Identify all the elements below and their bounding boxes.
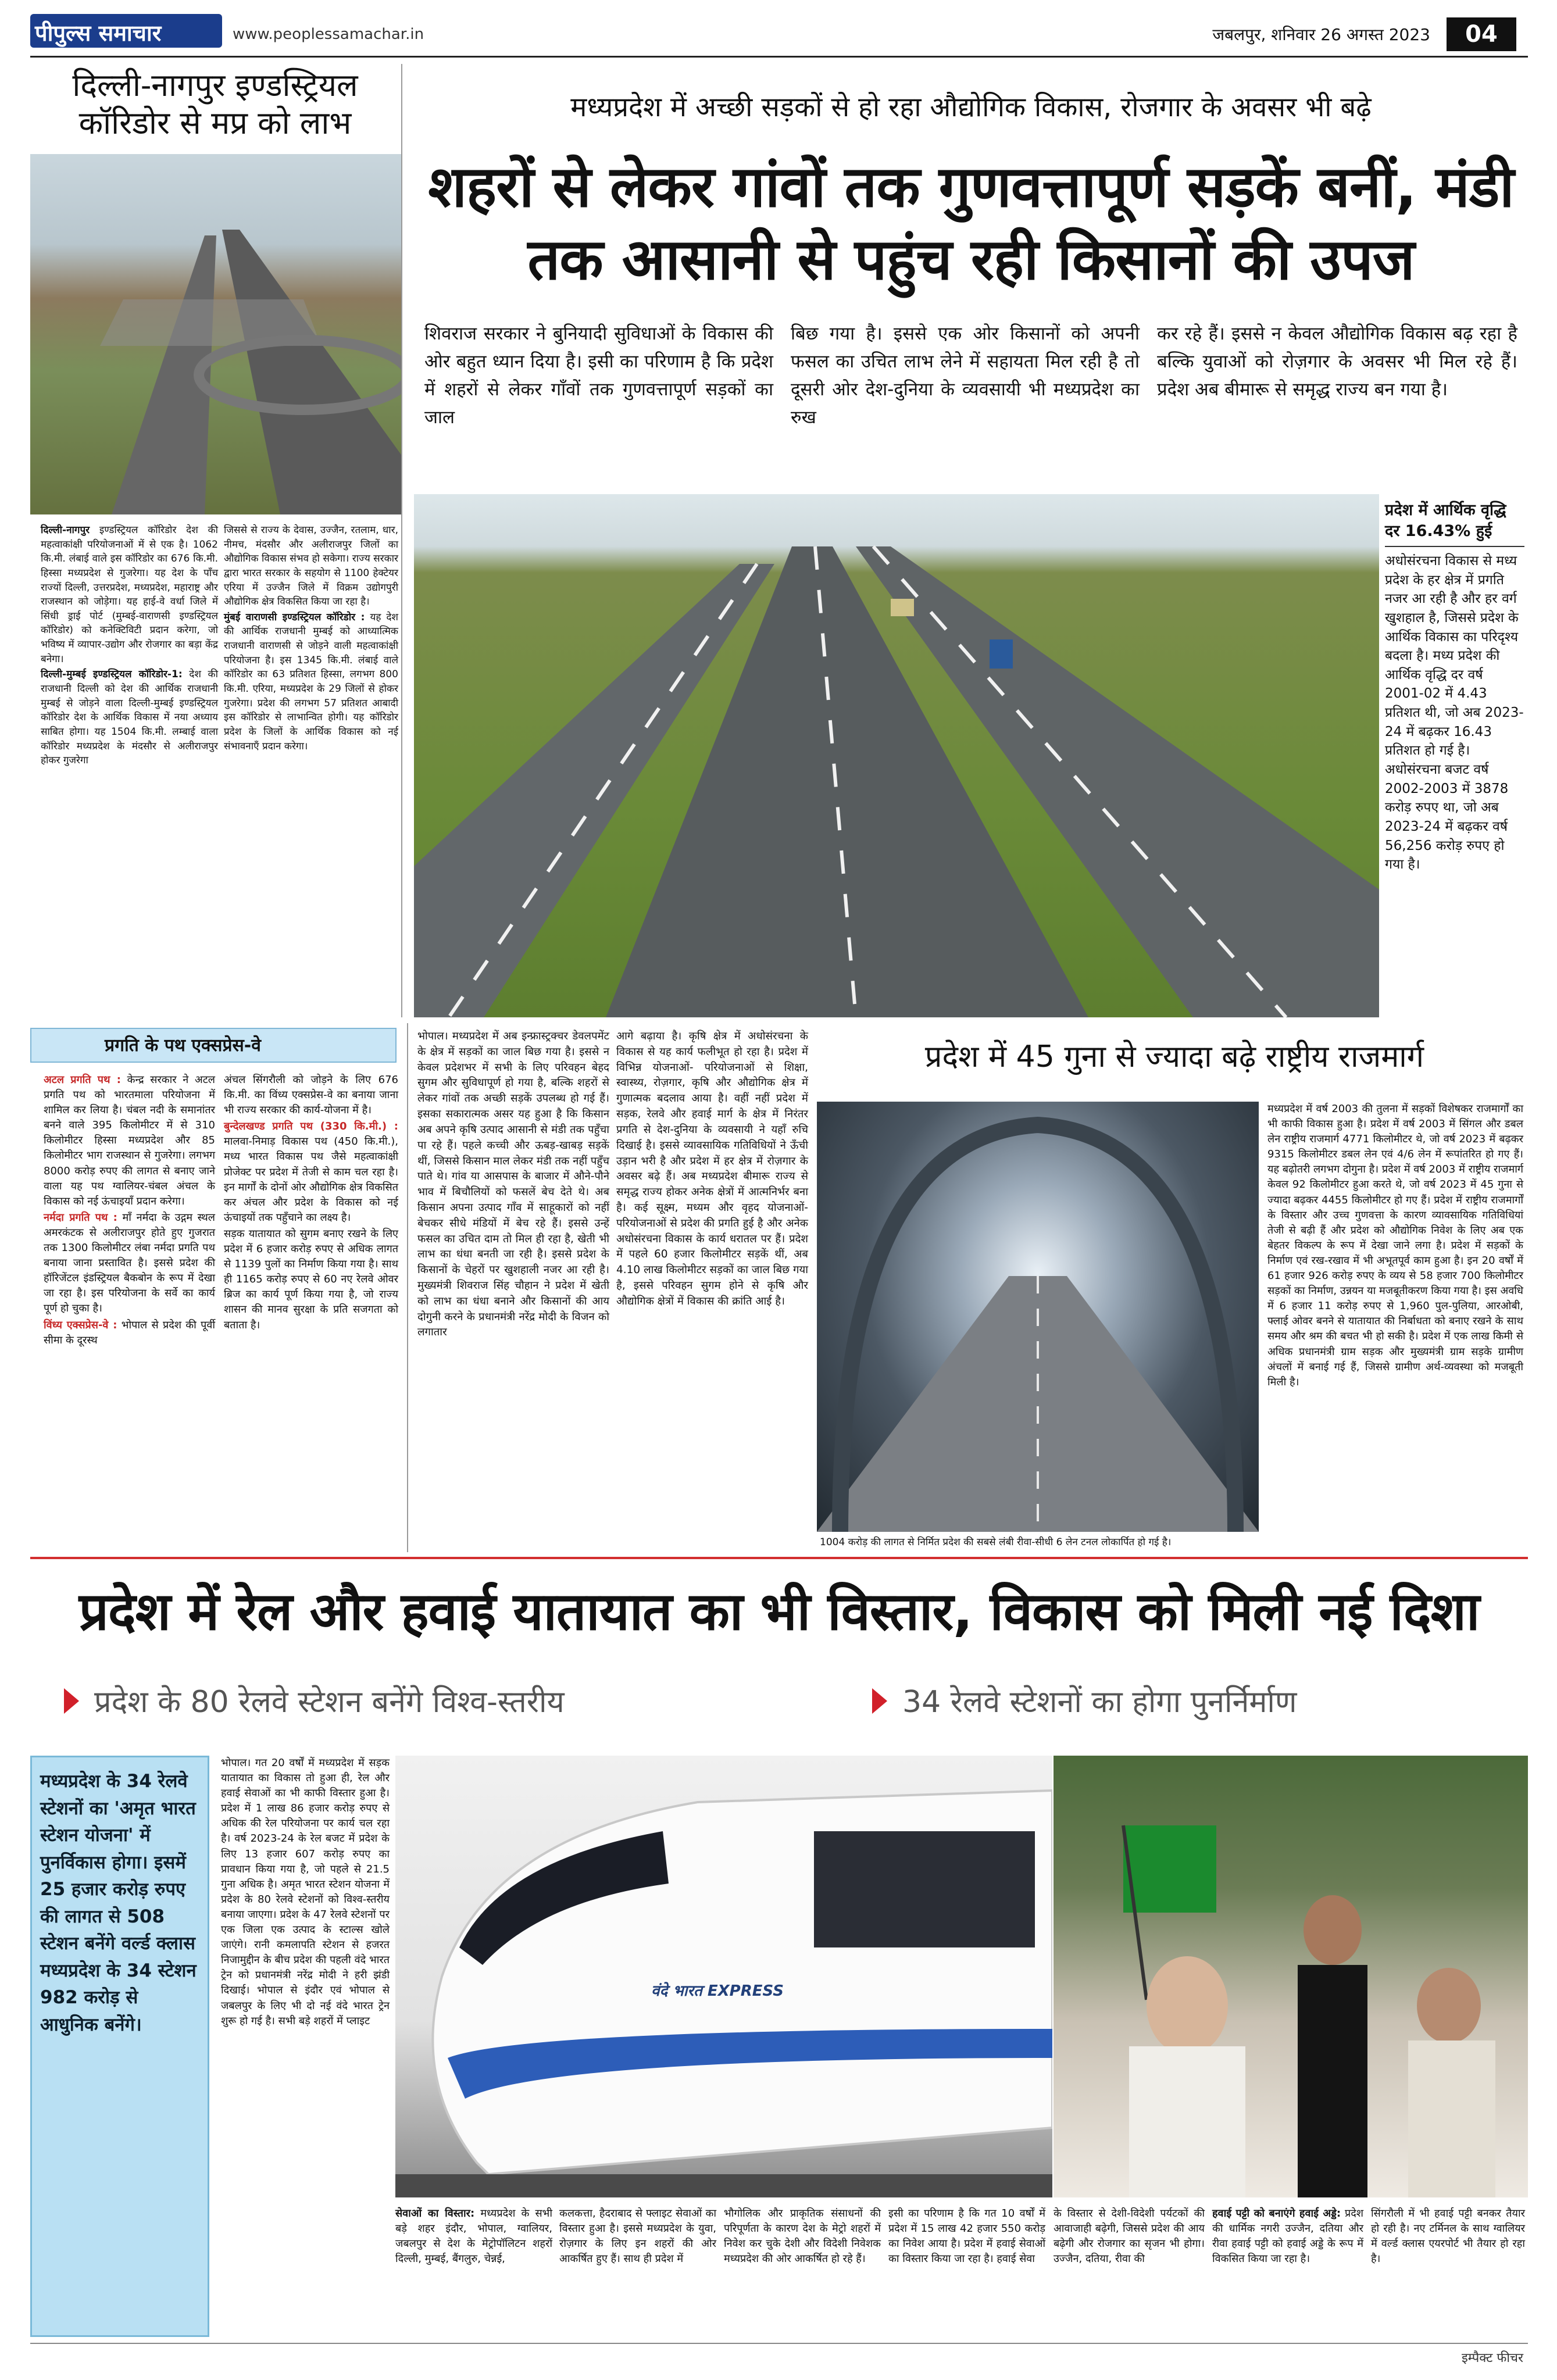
expressway-text: सड़क यातायात को सुगम बनाए रखने के लिए प्रदेश में 6 हजार करोड़ रुपए से अधिक लागत से 1139 पुलों का निर्माण किया गया है। साथ ही 1165 करोड़ रुपए से 60 नए रेलवे ओवर ब्रिज का कार्य पूर्ण किया गया है, जो राज्य शासन की मानव सुरक्षा के प्रति सजगता को बताता है।	[224, 1227, 398, 1331]
rail-col-b	[395, 2206, 552, 2267]
expressway-lead: अटल प्रगति पथ :	[44, 1074, 121, 1086]
rail-sub2: 34 रेलवे स्टेशनों का होगा पुनर्निर्माण	[902, 1685, 1297, 1720]
rail-col-b-lead: सेवाओं का विस्तार:	[395, 2207, 475, 2220]
corridor-text: इण्डस्ट्रियल कॉरिडोर देश की महत्वाकांक्षी परियोजनाओं में से एक है। 1062 कि.मी. लंबाई वाले इस कॉरिडोर का 676 कि.मी. हिस्सा मध्यप्रदेश से गुजरेगा। यह देश के पाँच राज्यों दिल्ली, उत्तरप्रदेश, मध्यप्रदेश, महाराष्ट्र और राजस्थान को जोड़ेगा। यह हाई-वे वर्धा जिले में सिंधी ड्राई पोर्ट (मुम्बई-वाराणसी इण्डस्ट्रियल कॉरिडोर) को कनेक्टिविटी प्रदान करेगा, जो भविष्य में व्यापार-उद्योग और रोजगार का बड़ा केंद्र बनेगा।	[41, 524, 218, 665]
corridor-col2	[224, 523, 398, 755]
lead-intro-3: कर रहे हैं। इससे न केवल औद्योगिक विकास बढ़ रहा है बल्कि युवाओं को रोज़गार के अवसर भी मिल रहे हैं। प्रदेश अब बीमारू से समृद्ध राज्य बन गया है।	[1157, 323, 1517, 401]
expressway-lead: विंध्य एक्सप्रेस-वे :	[44, 1318, 117, 1331]
expressway-divider	[407, 1023, 408, 1552]
expressway-photo	[414, 494, 1379, 1017]
expressway-para	[224, 1073, 398, 1118]
corridor-lead: दिल्ली-मुम्बई इण्डस्ट्रियल कॉरिडोर-1:	[41, 669, 183, 681]
masthead-dateline: जबलपुर, शनिवार 26 अगस्त 2023	[1212, 25, 1430, 44]
expressway-lead: नर्मदा प्रगति पथ :	[44, 1211, 117, 1224]
masthead-website[interactable]: www.peoplessamachar.in	[233, 26, 424, 43]
corridor-divider	[401, 64, 402, 1017]
lead-intro-2: बिछ गया है। इससे एक ओर किसानों को अपनी फसल का उचित लाभ लेने में सहायता मिल रही है तो दूसरी ओर देश-दुनिया के व्यवसायी भी मध्यप्रदेश का रुख	[791, 323, 1140, 428]
section-divider	[30, 1557, 1528, 1559]
corridor-lead: दिल्ली-नागपुर	[41, 524, 90, 536]
rail-col-b-text: मध्यप्रदेश के सभी बड़े शहर इंदौर, भोपाल, ग्वालियर, जबलपुर से देश के मेट्रोपॉलिटन शहरों दिल्ली, मुम्बई, बैंगलुरु, चेन्नई,	[395, 2207, 552, 2265]
expressway-text: भोपाल से प्रदेश की पूर्वी सीमा के दूरस्थ	[44, 1318, 215, 1346]
red-triangle-icon	[64, 1688, 79, 1714]
mid-story-col1: भोपाल। मध्यप्रदेश में अब इन्फ्रास्ट्रक्चर डेवलपमेंट के क्षेत्र में सड़कों का जाल बिछ गया है। इससे न केवल प्रदेशभर में सभी के लिए परिवहन बेहद सुगम और सुविधापूर्ण हो गया है, बल्कि शहरों से लेकर गांवों तक अच्छी सड़कें उपलब्ध हो गई हैं। इसका सकारात्मक असर यह हुआ है कि किसान अब अपने कृषि उत्पाद आसानी से मंडी तक पहुँचा पा रहे हैं। पहले कच्ची और ऊबड़-खाबड़ सड़कें थीं, जिससे किसान माल लेकर मंडी तक नहीं पहुँच पाते थे। गांव या आसपास के बाजार में औने-पौने भाव में बिचौलियों को फसलें बेच देते थे। अब किसान अपना उत्पाद गाँव में साहूकारों को नहीं बेचकर सीधे मंडियों में बेच रहे हैं। इससे उन्हें फसल का उचित दाम तो मिल ही रहा है, खेती भी लाभ का धंधा बनती जा रही है। इससे प्रदेश के किसानों के चेहरों पर खुशहाली नजर आ रही है। मुख्यमंत्री शिवराज सिंह चौहान ने प्रदेश में खेती को लाभ का धंधा बनाने और किसानों की आय दोगुनी करने के प्रधानमंत्री नरेंद्र मोदी के विजन को लगातार	[417, 1030, 609, 1339]
rail-sub1: प्रदेश के 80 रेलवे स्टेशन बनेंगे विश्व-स्तरीय	[94, 1685, 565, 1720]
expressway-text: माँ नर्मदा के उद्गम स्थल अमरकंटक से अलीराजपुर होते हुए गुजरात तक 1300 किलोमीटर लंबा नर्मदा प्रगति पथ बनाया जाना प्रस्तावित है। इससे प्रदेश की हॉरिजेंटल इंडस्ट्रियल बैकबोन के रूप में देखा जा रहा है। इस परियोजना के सर्वे का कार्य पूर्ण हो चुका है।	[44, 1211, 215, 1315]
rail-callout-text: मध्यप्रदेश के 34 रेलवे स्टेशनों का 'अमृत भारत स्टेशन योजना' में पुनर्विकास होगा। इसमें 25 हजार करोड़ रुपए की लागत से 508 स्टेशन बनेंगे वर्ल्ड क्लास मध्यप्रदेश के 34 स्टेशन 982 करोड़ से आधुनिक बनेंगे।	[40, 1771, 197, 2035]
rail-col-d: भौगोलिक और प्राकृतिक संसाधनों की परिपूर्णता के कारण देश के मेट्रो शहरों में निवेश कर चुके देशी और विदेशी निवेशक मध्यप्रदेश की ओर आकर्षित हो रहे हैं।	[724, 2207, 881, 2265]
expressway-text: मालवा-निमाड़ विकास पथ (450 कि.मी.), मध्य भारत विकास पथ जैसे महत्वाकांक्षी प्रोजेक्ट पर प्रदेश में तेजी से काम चल रहा है। इन मार्गों के दोनों ओर औद्योगिक क्षेत्र विकसित कर अंचल और प्रदेश के विकास को नई ऊंचाइयों तक पहुँचाने का लक्ष्य है।	[224, 1135, 398, 1224]
corridor-title: दिल्ली-नागपुर इण्डस्ट्रियल कॉरिडोर से मप्र को लाभ	[72, 67, 358, 141]
masthead-rule	[30, 56, 1528, 58]
tunnel-photo	[817, 1102, 1259, 1532]
growth-box	[1385, 500, 1524, 1017]
expressway-para	[44, 1073, 215, 1209]
corridor-para	[224, 523, 398, 609]
rail-col-a: भोपाल। गत 20 वर्षों में मध्यप्रदेश में सड़क यातायात का विकास तो हुआ ही, रेल और हवाई सेवाओं का भी काफी विस्तार हुआ है। प्रदेश में 1 लाख 86 हजार करोड़ रुपए से अधिक की रेल परियोजना पर कार्य चल रहा है। वर्ष 2023-24 के रेल बजट में प्रदेश के लिए 13 हजार 607 करोड़ रुपए का प्रावधान किया गया है, जो पहले से 21.5 गुना अधिक है। अमृत भारत स्टेशन योजना में प्रदेश के 80 रेलवे स्टेशनों को विश्व-स्तरीय बनाया जाएगा। प्रदेश के 47 रेलवे स्टेशनों पर एक जिला एक उत्पाद के स्टाल्स खोले जाएंगे। रानी कमलापति स्टेशन से हजरत निजामुद्दीन के बीच प्रदेश की पहली वंदे भारत ट्रेन को प्रधानमंत्री नरेंद्र मोदी ने हरी झंडी दिखाई। भोपाल से इंदौर एवं भोपाल से जबलपुर के लिए भी दो नई वंदे भारत ट्रेन शुरू हो गई है। सभी बड़े शहरों में प्लाइट	[221, 1757, 390, 2027]
corridor-text: यह देश की आर्थिक राजधानी मुम्बई को आध्यात्मिक राजधानी वाराणसी से जोड़ने वाली महत्वाकांक्षी परियोजना है। इस 1345 कि.मी. लंबाई वाले कॉरिडोर का 63 प्रतिशत हिस्सा, लगभग 800 कि.मी. एरिया, मध्यप्रदेश के 29 जिलों से होकर गुजरेगा। प्रदेश की लगभग 57 प्रतिशत आबादी इस कॉरिडोर से लाभान्वित होगी। यह कॉरिडोर प्रदेश के जिलों के आर्थिक विकास को नई संभावनाएँ प्रदान करेगा।	[224, 611, 398, 752]
flag-off-photo	[1054, 1756, 1528, 2197]
corridor-text: देश की राजधानी दिल्ली को देश की आर्थिक राजधानी मुम्बई से जोड़ने वाला दिल्ली-मुम्बई इण्डस्ट्रियल कॉरिडोर देश के आर्थिक विकास में नया अध्याय साबित होगा। यह 1504 कि.मी. लम्बाई वाला कॉरिडोर मध्यप्रदेश के मंदसौर से अलीराजपुर होकर गुजरेगा	[41, 669, 218, 767]
expressway-para	[44, 1210, 215, 1317]
corridor-para	[41, 667, 218, 767]
footer-label: इम्पैक्ट फीचर	[1461, 2351, 1523, 2365]
expressway-para	[224, 1227, 398, 1333]
train-photo	[395, 1756, 1052, 2197]
corridor-lead: मुंबई वाराणसी इण्डस्ट्रियल कॉरिडोर :	[224, 611, 365, 623]
highway-side-text: मध्यप्रदेश में वर्ष 2003 की तुलना में सड़कों विशेषकर राजमार्गों का भी काफी विकास हुआ है। प्रदेश में वर्ष 2003 में सिंगल और डबल लेन राष्ट्रीय राजमार्ग 4771 किलोमीटर थे, जो वर्ष 2023 में बढ़कर 9315 किलोमीटर डबल लेन एवं 4/6 लेन में रूपांतरित हो गए हैं। यह बढ़ोतरी लगभग दोगुना है। प्रदेश में वर्ष 2003 में राष्ट्रीय राजमार्ग केवल 92 किलोमीटर हुआ करते थे, जो वर्ष 2023 में 45 गुना से ज्यादा बढ़कर 4455 किलोमीटर हो गए हैं। प्रदेश में राष्ट्रीय राजमार्गों के विस्तार और उच्च गुणवत्ता के कारण व्यावसायिक गतिविधियां तेजी से बढ़ी हैं और प्रदेश को औद्योगिक निवेश के लिए अब एक बेहतर विकल्प के रूप में देखा जाने लगा है। प्रदेश में सड़कों के निर्माण एवं रख-रखाव में भी अभूतपूर्व काम हुआ है। इन 20 वर्षों में 61 हजार 926 करोड़ रुपए के व्यय से 58 हजार 700 किलोमीटर सड़कों का निर्माण, उन्नयन या मजबूतीकरण किया गया है। इस अवधि में 6 हजार 11 करोड़ रुपए से 1,960 पुल-पुलिया, आरओबी, फ्लाई ओवर बनने से यातायात की निर्बाधता को बनाए रखने के साथ समय और श्रम की बचत भी हो सकी है। प्रदेश में एक लाख किमी से अधिक प्रधानमंत्री ग्राम सड़क और मुख्यमंत्री ग्राम सड़के ग्रामीण अंचलों में बनाई गई हैं, जिससे ग्रामीण अर्थ-व्यवस्था को मजबूती मिली है।	[1267, 1103, 1523, 1388]
train-brand-label: वंदे भारत EXPRESS	[651, 1982, 784, 2000]
lead-intro-1: शिवराज सरकार ने बुनियादी सुविधाओं के विकास की ओर बहुत ध्यान दिया है। इसी का परिणाम है कि प्रदेश में शहरों से लेकर गाँवों तक गुणवत्तापूर्ण सड़कों का जाल	[424, 323, 773, 428]
growth-text: अधोसंरचना विकास से मध्य प्रदेश के हर क्षेत्र में प्रगति नजर आ रही है और हर वर्ग खुशहाल है, जिससे प्रदेश के आर्थिक विकास का परिदृश्य बदला है। मध्य प्रदेश की आर्थिक वृद्धि दर वर्ष 2001-02 में 4.43 प्रतिशत थी, जो अब 2023-24 में बढ़कर 16.43 प्रतिशत हो गई है। अधोसंरचना बजट वर्ष 2002-2003 में 3878 करोड़ रुपए था, जो अब 2023-24 में बढ़कर वर्ष 56,256 करोड़ रुपए हो गया है।	[1385, 553, 1524, 873]
rail-col-f: के विस्तार से देशी-विदेशी पर्यटकों की आवाजाही बढ़ेगी, जिससे प्रदेश की आय बढ़ेगी और रोजगार का सृजन भी होगा। उज्जैन, दतिया, रीवा की	[1054, 2207, 1205, 2265]
expressway-text: केन्द्र सरकार ने अटल प्रगति पथ को भारतमाला परियोजना में शामिल कर लिया है। चंबल नदी के समानांतर बनने वाले 395 किलोमीटर में से 310 किलोमीटर हिस्सा मध्यप्रदेश और 85 किलोमीटर भाग राजस्थान से गुजरेगा। लगभग 8000 करोड़ रुपए की लागत से बनाए जाने वाला यह पथ ग्वालियर-चंबल अंचल के विकास को नई ऊंचाइयाँ प्रदान करेगा।	[44, 1074, 215, 1207]
lead-headline: शहरों से लेकर गांवों तक गुणवत्तापूर्ण सड़कें बनीं, मंडी तक आसानी से पहुंच रही किसानों की उपज	[428, 154, 1514, 294]
rail-headline: प्रदेश में रेल और हवाई यातायात का भी विस्तार, विकास को मिली नई दिशा	[78, 1581, 1480, 1642]
rail-col-g	[1212, 2206, 1363, 2267]
rail-col-h: सिंगरौली में भी हवाई पट्टी बनकर तैयार हो रही है। नए टर्मिनल के साथ ग्वालियर में वर्ल्ड क्लास एयरपोर्ट भी तैयार हो रहा है।	[1371, 2207, 1525, 2265]
red-triangle-icon	[872, 1688, 887, 1714]
expressway-heading: प्रगति के पथ एक्सप्रेस-वे	[105, 1035, 261, 1056]
corridor-col1	[41, 523, 218, 769]
tunnel-caption: 1004 करोड़ की लागत से निर्मित प्रदेश की सबसे लंबी रीवा-सीधी 6 लेन टनल लोकार्पित हो गई है।	[820, 1536, 1172, 1548]
rail-col-e: इसी का परिणाम है कि गत 10 वर्षों में प्रदेश में 15 लाख 42 हजार 550 करोड़ का निवेश आया है। प्रदेश में हवाई सेवाओं का विस्तार किया जा रहा है। हवाई सेवा	[888, 2207, 1045, 2265]
rail-callout	[30, 1756, 209, 2337]
masthead-logo-text: पीपुल्स समाचार	[35, 20, 162, 46]
expressway-col2	[224, 1073, 398, 1334]
rail-col-g-text: प्रदेश की धार्मिक नगरी उज्जैन, दतिया और रीवा हवाई पट्टी को हवाई अड्डे के रूप में विकसित किया जा रहा है।	[1212, 2207, 1363, 2265]
lead-kicker: मध्यप्रदेश में अच्छी सड़कों से हो रहा औद्योगिक विकास, रोजगार के अवसर भी बढ़े	[570, 91, 1372, 123]
rail-col-g-lead: हवाई पट्टी को बनाएंगे हवाई अड्डे:	[1212, 2207, 1341, 2220]
rail-sub1-row	[64, 1680, 565, 1721]
growth-title: प्रदेश में आर्थिक वृद्धि दर 16.43% हुई	[1385, 500, 1524, 547]
masthead	[0, 0, 1557, 58]
expressway-para	[224, 1119, 398, 1225]
page-number: 04	[1447, 17, 1516, 51]
expressway-para	[44, 1318, 215, 1348]
expressway-text: अंचल सिंगरौली को जोड़ने के लिए 676 कि.मी. का विंध्य एक्सप्रेस-वे का बनाया जाना भी राज्य सरकार की कार्य-योजना में है।	[224, 1074, 398, 1117]
expressway-col1	[44, 1073, 215, 1349]
expressway-lead: बुन्देलखण्ड प्रगति पथ (330 कि.मी.) :	[224, 1120, 398, 1133]
rail-col-c: कलकत्ता, हैदराबाद से फ्लाइट सेवाओं का विस्तार हुआ है। इससे मध्यप्रदेश के युवा, रोज़गार के लिए इन शहरों की ओर आकर्षित हुए हैं। साथ ही प्रदेश में	[559, 2207, 716, 2265]
mid-story-col2: आगे बढ़ाया है। कृषि क्षेत्र में अधोसंरचना के विकास से यह कार्य फलीभूत हो रहा है। प्रदेश में विभिन्न योजनाओं- परियोजनाओं से शिक्षा, स्वास्थ्य, रोज़गार, कृषि और औद्योगिक क्षेत्र में गुणात्मक बदलाव आया है। वहीं नहीं प्रदेश में सड़क, रेलवे और हवाई मार्ग के क्षेत्र में निरंतर प्रगति से देश-दुनिया के व्यवसायी ने यहाँ रुचि दिखाई है। इससे व्यावसायिक गतिविधियों ने ऊँची उड़ान भरी है और प्रदेश में हर क्षेत्र में रोज़गार के अवसर बढ़े हैं। अब मध्यप्रदेश बीमारू राज्य से समृद्ध राज्य होकर अनेक क्षेत्रों में आत्मनिर्भर बना है। कई सूक्ष्म, मध्यम और वृहद योजनाओं-परियोजनाओं से प्रदेश की प्रगति हुई है और अनेक अधोसंरचना विकास के कार्य धरातल पर हैं। प्रदेश में पहले 60 हजार किलोमीटर सड़कें थीं, अब 4.10 लाख किलोमीटर सड़कों का जाल बिछ गया है, इससे परिवहन सुगम होने से कृषि और औद्योगिक क्षेत्रों में विकास की क्रांति आई है।	[616, 1030, 808, 1307]
footer-rule	[30, 2343, 1528, 2344]
corridor-photo	[30, 154, 402, 514]
corridor-para	[224, 610, 398, 753]
corridor-text: जिससे से राज्य के देवास, उज्जैन, रतलाम, धार, नीमच, मंदसौर और अलीराजपुर जिलों का औद्योगिक विकास संभव हो सकेगा। राज्य सरकार द्वारा भारत सरकार के सहयोग से 1100 हेक्टेयर एरिया में उज्जैन जिले में विक्रम उद्योगपुरी औद्योगिक क्षेत्र विकसित किया जा रहा है।	[224, 524, 398, 608]
rail-sub2-row	[872, 1680, 1297, 1721]
corridor-para	[41, 523, 218, 666]
highway-heading: प्रदेश में 45 गुना से ज्यादा बढ़े राष्ट्रीय राजमार्ग	[924, 1039, 1424, 1074]
